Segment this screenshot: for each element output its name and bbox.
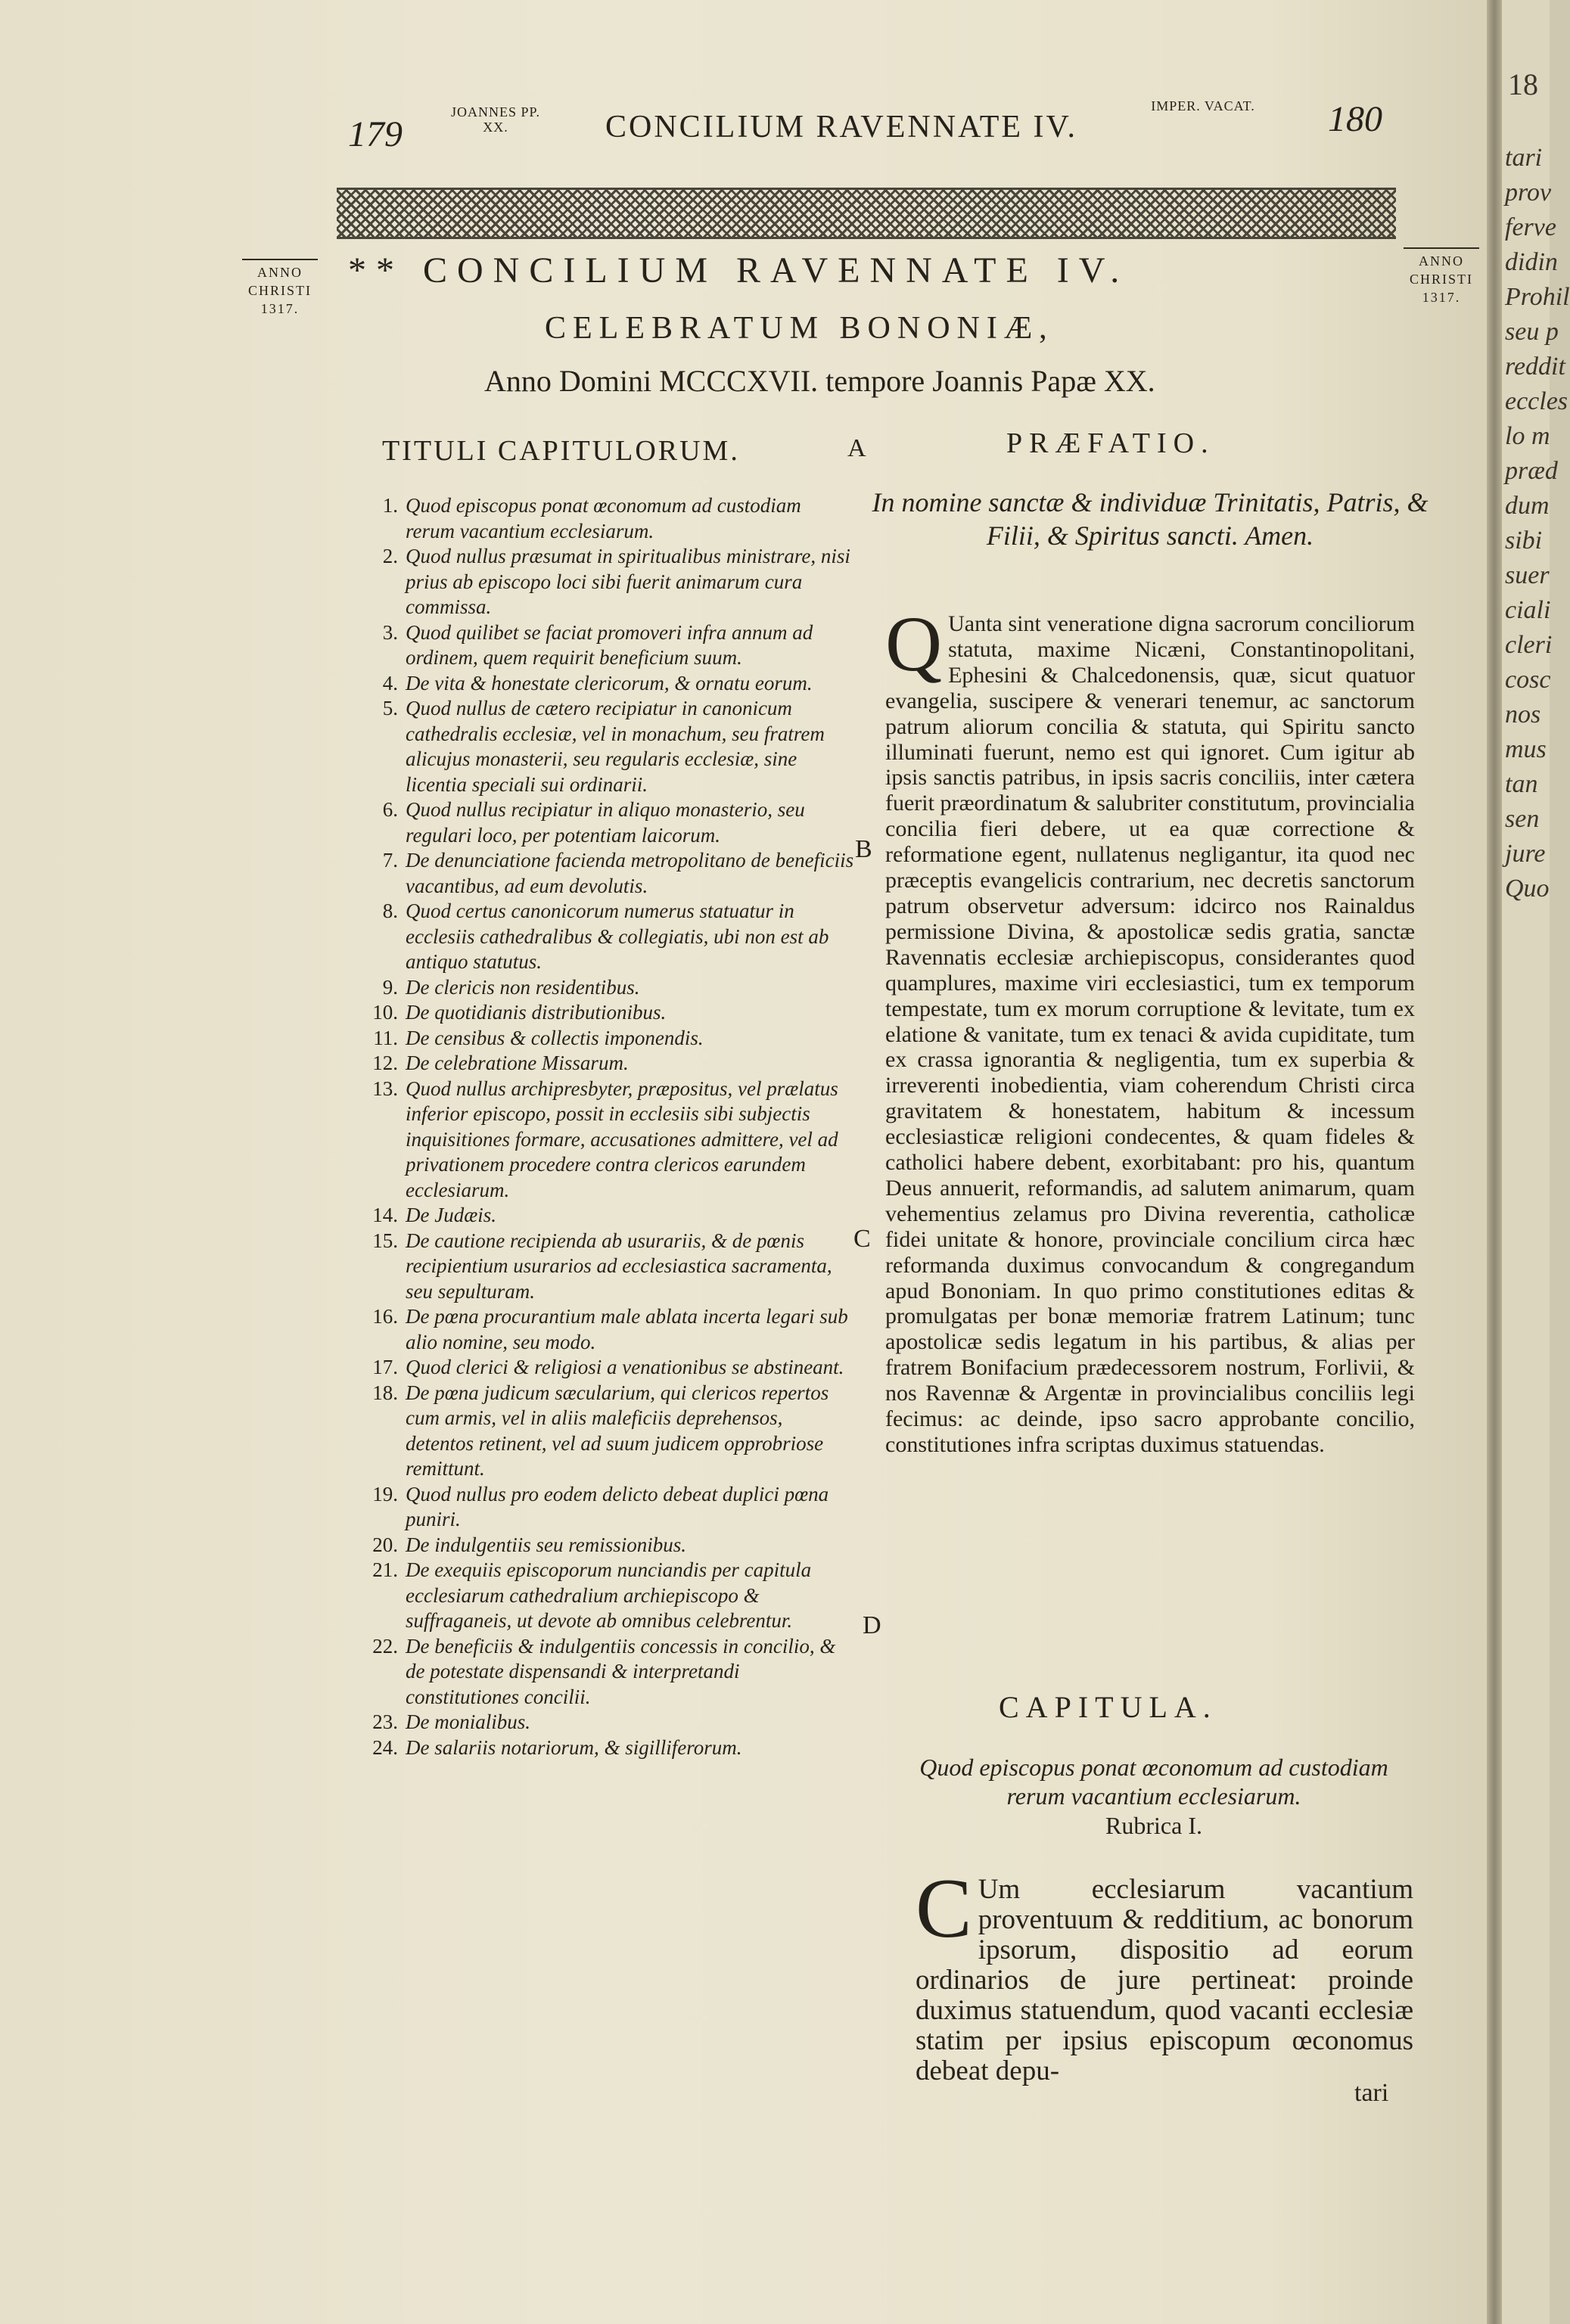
titulus-item [356, 1051, 855, 1077]
titulus-item [356, 1634, 855, 1710]
titulus-text: De cautione recipienda ab usurariis, & de pœnis recipientium usurarios ad ecclesiastica sacramenta, seu sepulturam. [406, 1229, 832, 1303]
titulus-text: De exequiis episcoporum nunciandis per capitula ecclesiarum cathedralium archiepiscopo & suffraganeis, ut devote ab omnibus celebrentur. [406, 1558, 812, 1632]
next-page-line: suer [1505, 561, 1550, 589]
praefatio-heading: PRÆFATIO. [1006, 427, 1215, 459]
dropcap: Q [885, 601, 943, 688]
titulus-text: De indulgentiis seu remissionibus. [406, 1533, 686, 1556]
page-number-left: 179 [348, 114, 403, 154]
running-title: CONCILIUM RAVENNATE IV. [605, 110, 1077, 144]
imper-note: IMPER. VACAT. [1151, 98, 1255, 113]
titulus-number: 8. [382, 899, 398, 922]
council-title: ** CONCILIUM RAVENNATE IV. [348, 250, 1130, 290]
titulus-text: De quotidianis distributionibus. [406, 1001, 667, 1024]
titulus-item [356, 1000, 855, 1026]
titulus-number: 21. [372, 1558, 398, 1581]
ornament-band [337, 188, 1396, 239]
anno-christi-right [1400, 246, 1483, 306]
titulus-text: Quod nullus archipresbyter, præpositus, vel prælatus inferior episcopo, possit in ecclesiis sibi subjectis inquisitiones formare, accusationes admittere, vel ad privationem procedere contra clericos earundem ecclesiarum. [406, 1077, 838, 1201]
next-page-edge [1502, 0, 1570, 2324]
next-page-line: eccles [1505, 387, 1568, 415]
council-subtitle: CELEBRATUM BONONIÆ, [545, 311, 1054, 346]
titulus-number: 4. [382, 671, 398, 694]
titulus-text: Quod nullus præsumat in spiritualibus ministrare, nisi prius ab episcopo loci sibi fuerit animarum cura commissa. [406, 545, 850, 618]
margin-marker-d: D [863, 1611, 881, 1639]
titulus-item [356, 1229, 855, 1305]
next-page-line: didin [1505, 248, 1558, 276]
titulus-number: 7. [382, 849, 398, 872]
next-page-line: lo m [1505, 422, 1550, 450]
next-page-line: præd [1505, 457, 1558, 485]
titulus-item [356, 1710, 855, 1735]
titulus-text: Quod nullus pro eodem delicto debeat duplici pœna puniri. [406, 1482, 829, 1530]
titulus-number: 12. [372, 1052, 398, 1074]
titulus-item [356, 696, 855, 797]
titulus-number: 2. [382, 545, 398, 567]
titulus-number: 18. [372, 1381, 398, 1404]
titulus-text: De clericis non residentibus. [406, 975, 640, 999]
next-page-line: seu p [1505, 318, 1559, 346]
titulus-number: 1. [382, 494, 398, 517]
titulus-number: 10. [372, 1001, 398, 1024]
anno-label: ANNO CHRISTI [247, 265, 312, 298]
titulus-number: 6. [382, 798, 398, 821]
anno-rule [242, 259, 318, 260]
titulus-number: 14. [372, 1204, 398, 1226]
titulus-text: De monialibus. [406, 1710, 530, 1733]
titulus-item [356, 1355, 855, 1381]
titulus-text: De pœna judicum sæcularium, qui clericos repertos cum armis, vel in aliis maleficiis deprehensos, detentos retinent, vel ad suum judicem opprobriose remittunt. [406, 1381, 829, 1480]
next-page-line: ferve [1505, 213, 1556, 241]
rubric-title: Quod episcopus ponat œconomum ad custodiam rerum vacantium ecclesiarum. [919, 1754, 1388, 1810]
invocation: In nomine sanctæ & individuæ Trinitatis, Patris, & Filii, & Spiritus sancti. Amen. [872, 487, 1429, 551]
next-page-line: reddit [1505, 353, 1565, 381]
titulus-text: De vita & honestate clericorum, & ornatu eorum. [406, 671, 813, 694]
anno-year: 1317. [1422, 290, 1461, 305]
page-number-right: 180 [1328, 99, 1382, 139]
titulus-item [356, 899, 855, 975]
margin-marker-a: A [847, 434, 866, 462]
tituli-heading: TITULI CAPITULORUM. [382, 435, 740, 467]
next-page-line: cleri [1505, 631, 1553, 659]
titulus-number: 3. [382, 620, 398, 644]
next-page-line: tan [1505, 770, 1538, 798]
next-page-line: ciali [1505, 596, 1551, 624]
titulus-item [356, 1026, 855, 1052]
next-page-line: Prohil [1505, 283, 1570, 311]
titulus-number: 9. [382, 975, 398, 999]
titulus-item [356, 1203, 855, 1229]
titulus-text: De censibus & collectis imponendis. [406, 1026, 704, 1049]
rubric-body [916, 1862, 1413, 2086]
titulus-item [356, 797, 855, 848]
anno-christi-left [231, 257, 329, 318]
council-date: Anno Domini MCCCXVII. tempore Joannis Papæ XX. [484, 364, 1155, 398]
margin-marker-b: B [855, 835, 872, 863]
titulus-text: Quod clerici & religiosi a venationibus se abstineant. [406, 1356, 844, 1378]
titulus-item [356, 1533, 855, 1558]
titulus-item [356, 1735, 855, 1761]
capitula-heading: CAPITULA. [999, 1690, 1217, 1724]
rubric-text: Um ecclesiarum vacantium proventuum & redditium, ac bonorum ipsorum, dispositio ad eorum ordinarios de jure pertineat: proinde duximus statuendum, quod vacanti ecclesiæ statim per ipsius episcopum œconomus debeat depu- [916, 1874, 1413, 2086]
next-page-line: jure [1505, 840, 1546, 868]
titulus-item [356, 1558, 855, 1634]
titulus-item [356, 1077, 855, 1204]
titulus-item [356, 1381, 855, 1482]
titulus-number: 17. [372, 1356, 398, 1378]
titulus-number: 11. [373, 1026, 398, 1049]
next-page-line: sibi [1505, 527, 1543, 555]
titulus-number: 15. [372, 1229, 398, 1252]
titulus-text: De celebratione Missarum. [406, 1052, 629, 1074]
anno-rule [1404, 247, 1479, 249]
tituli-list [356, 493, 855, 1760]
titulus-number: 24. [372, 1735, 398, 1759]
titulus-text: De denunciatione facienda metropolitano de beneficiis vacantibus, ad eum devolutis. [406, 849, 854, 897]
titulus-number: 16. [372, 1305, 398, 1328]
titulus-text: Quod certus canonicorum numerus statuatur in ecclesiis cathedralibus & collegiatis, ubi non est ab antiquo statutus. [406, 899, 829, 973]
titulus-text: De pœna procurantium male ablata incerta legari sub alio nomine, seu modo. [406, 1305, 848, 1353]
rubric-label: Rubrica I. [1105, 1812, 1202, 1839]
anno-year: 1317. [260, 301, 300, 316]
titulus-text: Quod quilibet se faciat promoveri infra annum ad ordinem, quem requirit beneficium suum. [406, 620, 813, 669]
anno-label: ANNO CHRISTI [1409, 253, 1473, 287]
titulus-item [356, 493, 855, 544]
praefatio-text: Uanta sint veneratione digna sacrorum conciliorum statuta, maxime Nicæni, Constantinopolitani, Ephesini & Chalcedonensis, quæ, sicut quatuor evangelia, suscipere & venerari tenemur, ac sanctorum patrum aliorum concilia & statuta, qui Spiritu sancto illuminati fuerunt, nemo est qui ignoret. Cum igitur ab ipsis sanctis patribus, in ipsis sacris conciliis, inter cætera fuerit præordinatum & salubriter constitutum, provincialia concilia fieri debere, ut ea quæ correctione & reformatione egent, nullatenus negligantur, ita quod nec præceptis evangelicis contrarium, nec decretis sanctorum patrum observetur adversum: idcirco nos Rainaldus permissione Divina, & apostolicæ sedis gratia, sanctæ Ravennatis ecclesiæ archiepiscopus, considerantes quod quamplures, maxime viri ecclesiastici, tum ex temporum tempestate, tum ex morum corruptione & levitate, tum ex elatione & vanitate, tum ex tenaci & avida cupiditate, tum ex crassa ignorantia & negligentia, tum ex superbia & irreverenti inobedientia, viam coherendum Christi circa gravitatem & honestatem, habitum & incessum ecclesiasticæ religioni condecentes, & quam fideles & catholici habere debent, exorbitabant: pro his, quantum Deus annuerit, reformandis, ad salutem animarum, quam vehementius zelamus pro Divina reverentia, catholicæ fidei unitate & honore, provinciale concilium circa hæc reformanda duximus convocandum & congregandum apud Bononiam. In quo primo constitutiones editas & promulgatas per bonæ memoriæ fratrem Latinum; tunc apostolicæ sedis legatum in his partibus, & alias per fratrem Bonifacium prædecessorem nostrum, Forlivii, & nos Ravennæ & Argentæ in provincialibus conciliis legi fecimus: ac deinde, ipso sacro approbante concilio, constitutiones infra scriptas duximus statuendas. [885, 611, 1415, 1457]
titulus-number: 20. [372, 1533, 398, 1556]
titulus-item [356, 1304, 855, 1355]
titulus-number: 13. [372, 1077, 398, 1100]
dropcap: C [916, 1862, 972, 1956]
titulus-item [356, 1482, 855, 1533]
next-page-line: mus [1505, 735, 1547, 763]
catchword: tari [1354, 2079, 1389, 2107]
next-page-line: prov [1505, 179, 1552, 207]
next-page-line: tari [1505, 144, 1543, 172]
titulus-item [356, 848, 855, 899]
titulus-text: De beneficiis & indulgentiis concessis in concilio, & de potestate dispensandi & interpretandi constitutiones concilii. [406, 1634, 836, 1708]
next-page-line: nos [1505, 701, 1541, 729]
titulus-item [356, 975, 855, 1001]
titulus-item [356, 544, 855, 620]
titulus-text: De Judæis. [406, 1204, 496, 1226]
titulus-number: 5. [382, 697, 398, 719]
next-page-line: sen [1505, 805, 1540, 833]
next-page-line: dum [1505, 492, 1550, 520]
next-page-line: cosc [1505, 666, 1551, 694]
margin-marker-c: C [853, 1225, 871, 1253]
titulus-number: 19. [372, 1482, 398, 1505]
titulus-text: De salariis notariorum, & sigilliferorum. [406, 1735, 742, 1759]
titulus-text: Quod nullus recipiatur in aliquo monasterio, seu regulari loco, per potentiam laicorum. [406, 798, 805, 847]
praefatio-body [885, 601, 1415, 1458]
next-page-line: Quo [1505, 875, 1550, 903]
titulus-number: 23. [372, 1710, 398, 1733]
titulus-number: 22. [372, 1634, 398, 1658]
running-head [333, 98, 1430, 159]
book-gutter [1487, 0, 1502, 2324]
next-page-number: 18 [1508, 67, 1538, 101]
titulus-text: Quod nullus de cætero recipiatur in canonicum cathedralis ecclesiæ, vel in monachum, seu fratrem alicujus monasterii, seu regularis ecclesiæ, sine licentia speciali sui ordinarii. [406, 697, 825, 796]
titulus-text: Quod episcopus ponat œconomum ad custodiam rerum vacantium ecclesiarum. [406, 494, 801, 542]
titulus-item [356, 620, 855, 671]
pope-note: JOANNES PP. XX. [450, 104, 541, 135]
titulus-item [356, 671, 855, 697]
